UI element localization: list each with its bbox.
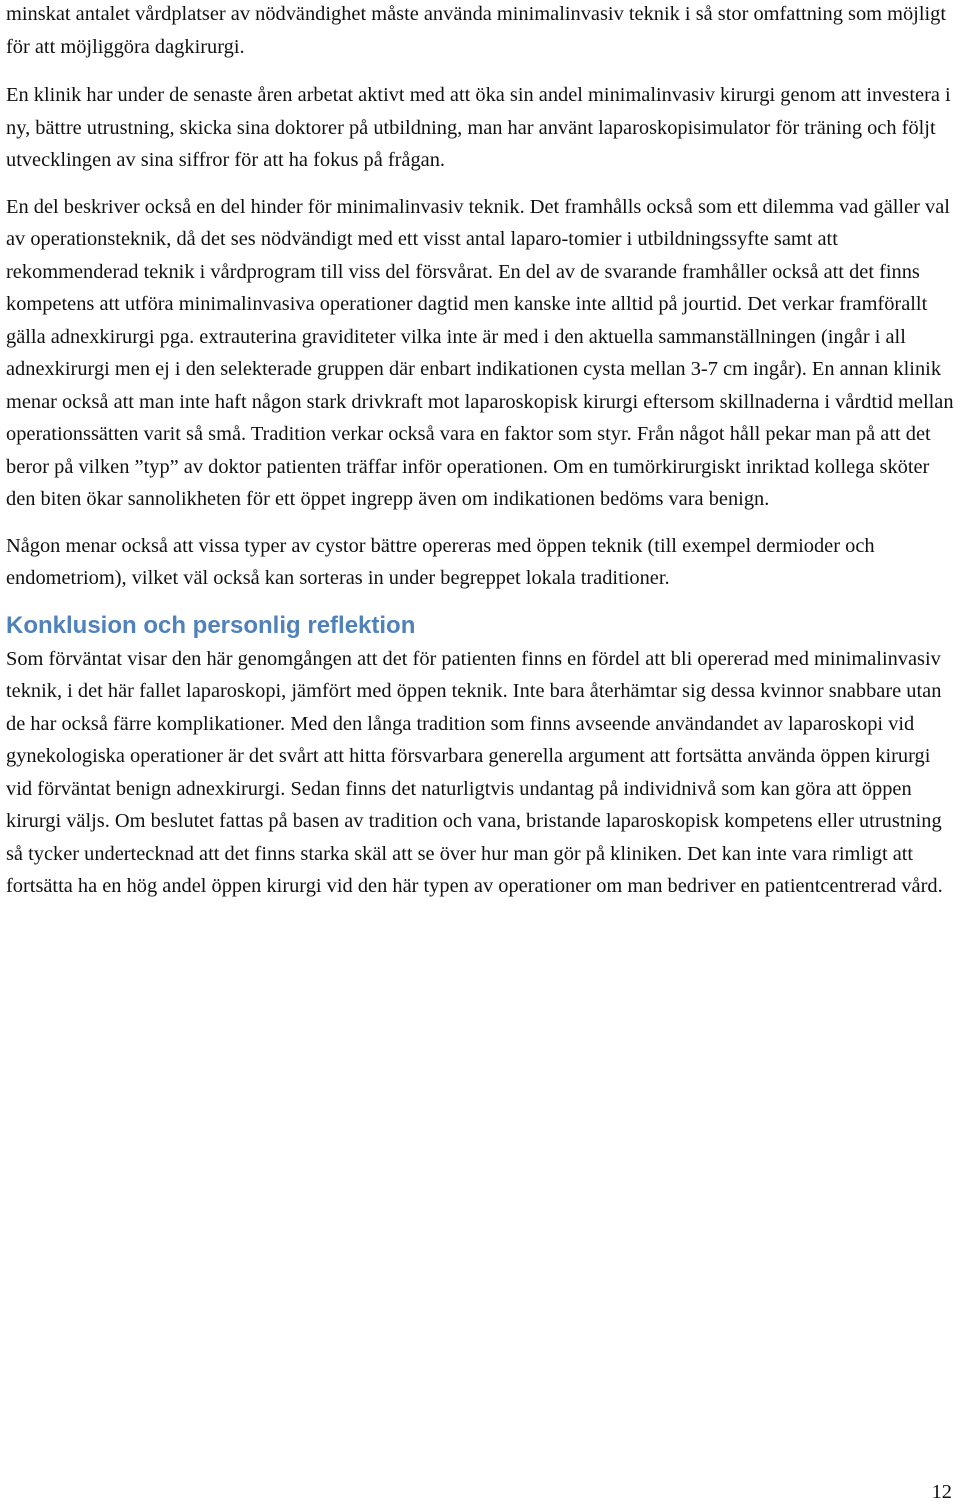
- paragraph-clinic-investment: En klinik har under de senaste åren arbetat aktivt med att öka sin andel minimalinvasiv kirurgi genom att investera i ny, bättre utrustning, skicka sina doktorer på utbildning, man har använt laparoskopisimulator för träning och följt utvecklingen av sina siffror för att ha fokus på frågan.: [6, 84, 951, 171]
- section-heading: Konklusion och personlig reflektion: [6, 611, 416, 639]
- paragraph-obstacles: En del beskriver också en del hinder för minimalinvasiv teknik. Det framhålls också som ett dilemma vad gäller val av operationsteknik, då det ses nödvändigt med ett visst antal laparo-tomier i utbildningssyfte samt att rekommenderad teknik i vårdprogram till viss del försvårat. En del av de svarande framhåller också att det finns kompetens att utföra minimalinvasiva operationer dagtid men kanske inte alltid på jourtid. Det verkar framförallt gälla adnexkirurgi pga. extrauterina graviditeter vilka inte är med i den aktuella sammanställningen (ingår i all adnexkirurgi men ej i den selekterade gruppen där enbart indikationen cysta mellan 3-7 cm ingår). En annan klinik menar också att man inte haft någon stark drivkraft mot laparoskopisk kirurgi eftersom skillnaderna i vårdtid mellan operationssätten varit så små. Tradition verkar också vara en faktor som styr. Från något håll pekar man på att det beror på vilken ”typ” av doktor patienten träffar inför operationen. Om en tumörkirurgiskt inriktad kollega sköter den biten ökar sannolikheten för ett öppet ingrepp även om indikationen bedöms vara benign.: [6, 195, 954, 510]
- paragraph-conclusion: Som förväntat visar den här genomgången att det för patienten finns en fördel att bli opererad med minimalinvasiv teknik, i det här fallet laparoskopi, jämfört med öppen teknik. Inte bara återhämtar sig dessa kvinnor snabbare utan de har också färre komplikationer. Med den långa tradition som finns avseende användandet av laparoskopi vid gynekologiska operationer är det svårt att hitta försvarbara generella argument att fortsätta använda öppen kirurgi vid förväntat benign adnexkirurgi. Sedan finns det naturligtvis undantag på individnivå som kan göra att öppen kirurgi väljs. Om beslutet fattas på basen av tradition och vana, bristande laparoskopisk kompetens eller utrustning så tycker undertecknad att det finns starka skäl att se över hur man gör på kliniken. Det kan inte vara rimligt att fortsätta ha en hög andel öppen kirurgi vid den här typen av operationer om man bedriver en patientcentrerad vård.: [6, 647, 943, 897]
- page-number: 12: [931, 1481, 952, 1503]
- paragraph-cyst-types: Någon menar också att vissa typer av cystor bättre opereras med öppen teknik (till exempel dermioder och endometriom), vilket väl också kan sorteras in under begreppet lokala traditioner.: [6, 534, 875, 589]
- document-page: [6, 0, 954, 903]
- paragraph-continuation: minskat antalet vårdplatser av nödvändighet måste använda minimalinvasiv teknik i så stor omfattning som möjligt för att möjliggöra dagkirurgi.: [6, 3, 947, 58]
